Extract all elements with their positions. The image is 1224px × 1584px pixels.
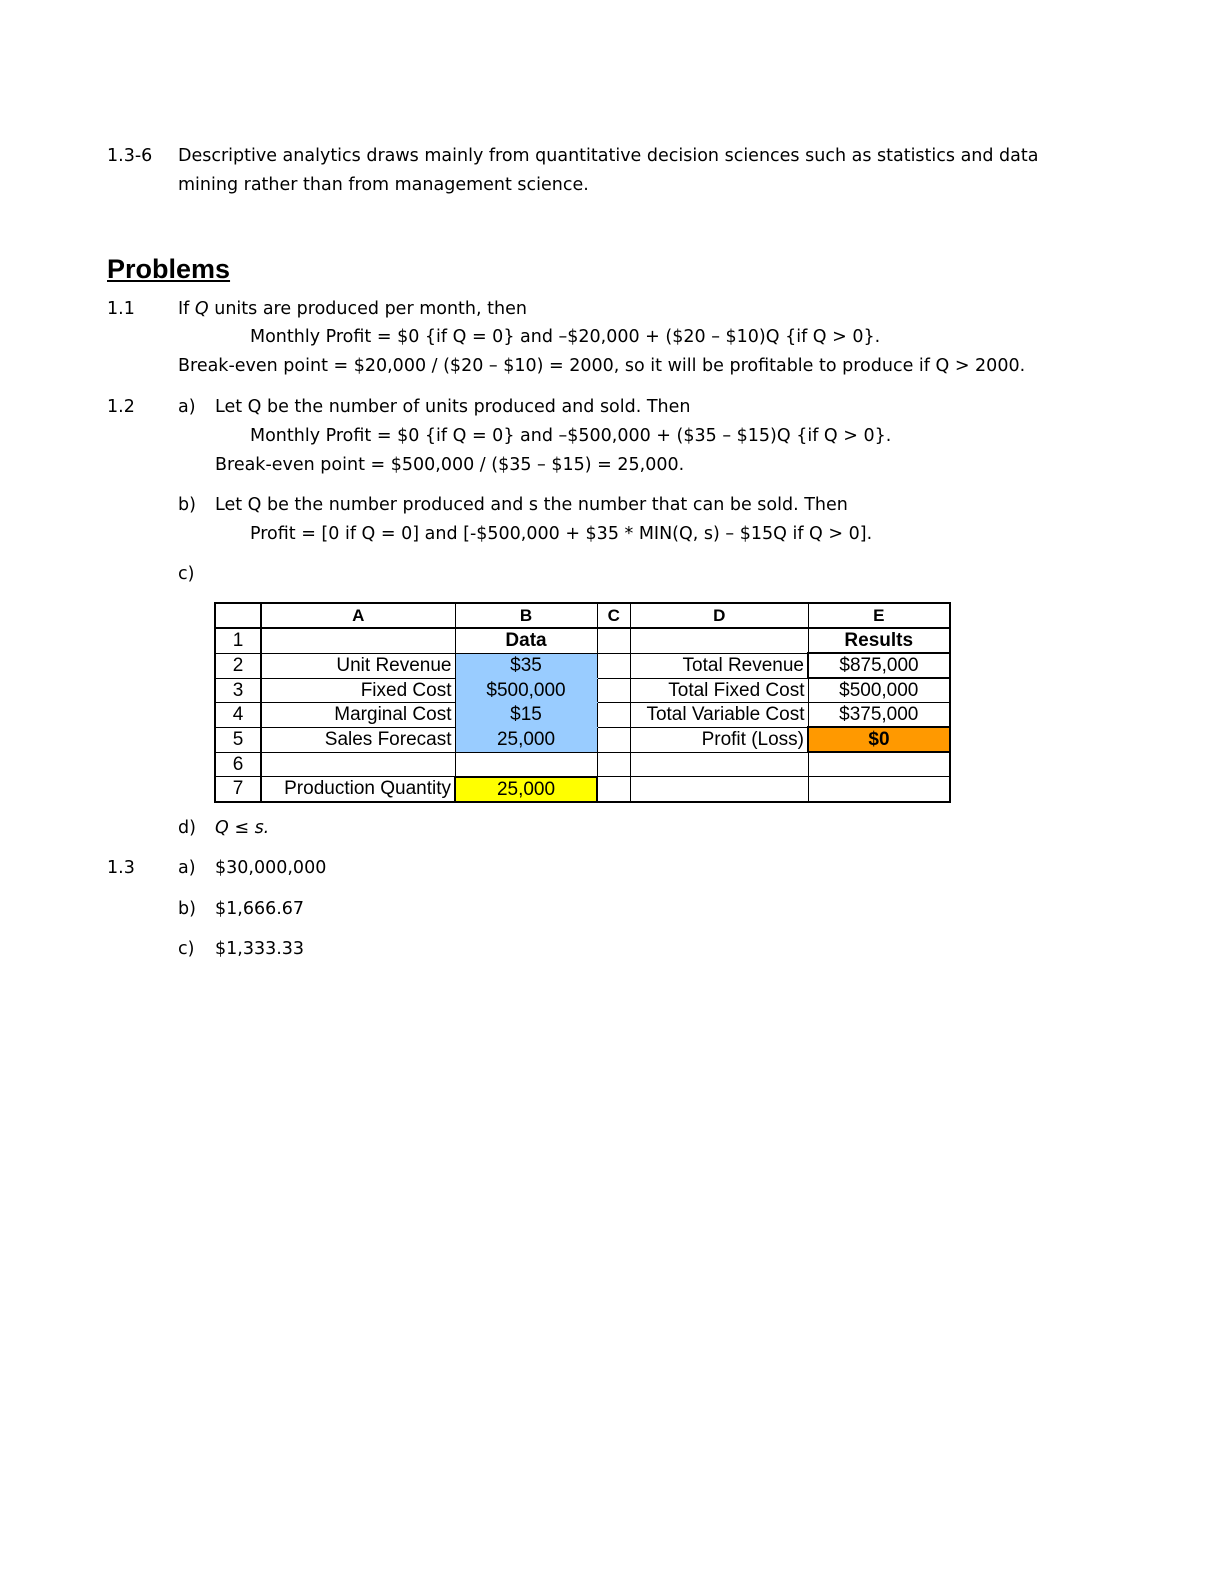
- cell: Total Variable Cost: [631, 703, 809, 728]
- cell: Data: [455, 628, 597, 653]
- data-cell: $15: [455, 703, 597, 728]
- table-row: [215, 703, 950, 728]
- question-text-line: mining rather than from management science.: [178, 175, 589, 195]
- spreadsheet-table: [214, 602, 951, 803]
- cell: [597, 727, 631, 752]
- cell: Production Quantity: [261, 777, 455, 802]
- row-number: 4: [215, 703, 261, 728]
- cell: Marginal Cost: [261, 703, 455, 728]
- column-header: A: [261, 603, 455, 628]
- part-text: Let Q be the number of units produced and sold. Then: [215, 397, 691, 417]
- column-header: B: [455, 603, 597, 628]
- cell: [597, 752, 631, 777]
- problem-number: 1.1: [107, 299, 135, 319]
- data-cell: $35: [455, 653, 597, 678]
- result-cell: $375,000: [808, 703, 950, 728]
- question-number: 1.3-6: [107, 146, 153, 166]
- cell: Total Fixed Cost: [631, 678, 809, 703]
- part-text: Q ≤ s.: [215, 818, 270, 838]
- row-number: 5: [215, 727, 261, 752]
- cell: Unit Revenue: [261, 653, 455, 678]
- result-cell: $875,000: [808, 653, 950, 678]
- problem-intro: If Q units are produced per month, then: [178, 299, 527, 319]
- corner-cell: [215, 603, 261, 628]
- cell: [261, 752, 455, 777]
- cell: [808, 777, 950, 802]
- cell: Sales Forecast: [261, 727, 455, 752]
- decision-cell: 25,000: [455, 777, 597, 802]
- cell: Fixed Cost: [261, 678, 455, 703]
- profit-output-cell: $0: [808, 727, 950, 752]
- cell: Profit (Loss): [631, 727, 809, 752]
- cell: [597, 703, 631, 728]
- part-text: Let Q be the number produced and s the number that can be sold. Then: [215, 495, 848, 515]
- row-number: 2: [215, 653, 261, 678]
- cell: [597, 653, 631, 678]
- cell: [597, 678, 631, 703]
- part-label: b): [178, 495, 196, 515]
- problem-number: 1.3: [107, 858, 135, 878]
- cell: [261, 628, 455, 653]
- cell: Results: [808, 628, 950, 653]
- breakeven-text: Break-even point = $20,000 / ($20 – $10) = 2000, so it will be profitable to produce if Q > 2000.: [178, 356, 1026, 376]
- cell: [597, 777, 631, 802]
- part-label: a): [178, 397, 196, 417]
- cell: [455, 752, 597, 777]
- part-label: a): [178, 858, 196, 878]
- answer-value: $1,666.67: [215, 899, 305, 919]
- part-label: d): [178, 818, 196, 838]
- row-number: 3: [215, 678, 261, 703]
- answer-value: $30,000,000: [215, 858, 327, 878]
- question-text-line: Descriptive analytics draws mainly from quantitative decision sciences such as statistics and data: [178, 146, 1039, 166]
- table-row: [215, 777, 950, 802]
- part-label: c): [178, 939, 195, 959]
- data-cell: 25,000: [455, 727, 597, 752]
- row-number: 1: [215, 628, 261, 653]
- profit-formula: Monthly Profit = $0 {if Q = 0} and –$500,000 + ($35 – $15)Q {if Q > 0}.: [250, 426, 892, 446]
- row-number: 6: [215, 752, 261, 777]
- cell: Total Revenue: [631, 653, 809, 678]
- table-row: [215, 653, 950, 678]
- answer-value: $1,333.33: [215, 939, 305, 959]
- column-header: E: [808, 603, 950, 628]
- cell: [631, 777, 809, 802]
- cell: [597, 628, 631, 653]
- row-number: 7: [215, 777, 261, 802]
- column-header-row: [215, 603, 950, 628]
- column-header: C: [597, 603, 631, 628]
- cell: [631, 628, 809, 653]
- data-cell: $500,000: [455, 678, 597, 703]
- table-row: [215, 752, 950, 777]
- table-row: [215, 727, 950, 752]
- profit-formula: Monthly Profit = $0 {if Q = 0} and –$20,000 + ($20 – $10)Q {if Q > 0}.: [250, 327, 881, 347]
- problem-number: 1.2: [107, 397, 135, 417]
- table-row: [215, 678, 950, 703]
- result-cell: $500,000: [808, 678, 950, 703]
- profit-formula: Profit = [0 if Q = 0] and [-$500,000 + $35 * MIN(Q, s) – $15Q if Q > 0].: [250, 524, 873, 544]
- section-heading: Problems: [107, 254, 231, 284]
- cell: [631, 752, 809, 777]
- column-header: D: [631, 603, 809, 628]
- breakeven-text: Break-even point = $500,000 / ($35 – $15) = 25,000.: [215, 455, 685, 475]
- table-row: [215, 628, 950, 653]
- part-label: c): [178, 564, 195, 584]
- part-label: b): [178, 899, 196, 919]
- cell: [808, 752, 950, 777]
